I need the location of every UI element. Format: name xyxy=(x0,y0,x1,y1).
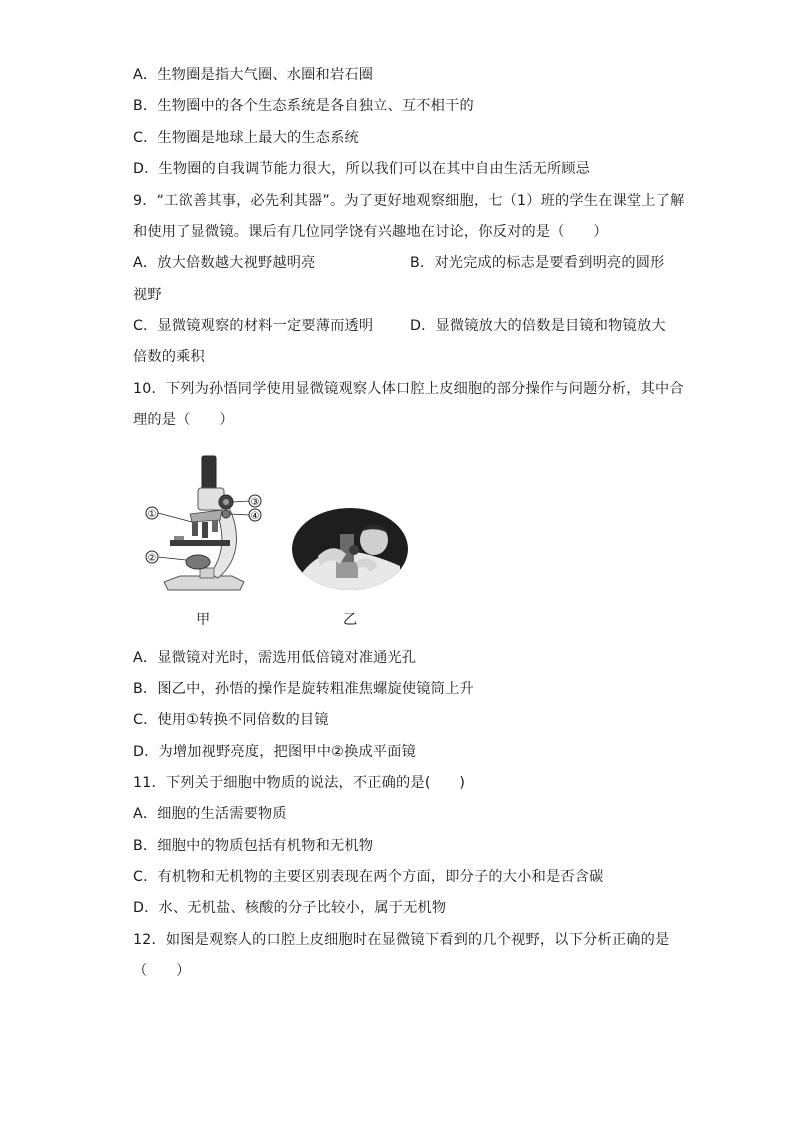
q10-option-c: C．使用①转换不同倍数的目镜 xyxy=(133,712,329,728)
q9-option-b-line1: B．对光完成的标志是要看到明亮的圆形 xyxy=(410,255,665,271)
label-1: ① xyxy=(147,509,157,520)
q8-option-b: B．生物圈中的各个生态系统是各自独立、互不相干的 xyxy=(133,98,474,114)
q11-option-c: C．有机物和无机物的主要区别表现在两个方面，即分子的大小和是否含碳 xyxy=(133,869,604,885)
q11-stem: 11．下列关于细胞中物质的说法，不正确的是( ) xyxy=(133,775,466,791)
figure-caption-right: 乙 xyxy=(343,612,358,628)
q9-stem-line2: 和使用了显微镜。课后有几位同学饶有兴趣地在讨论，你反对的是（ ） xyxy=(133,224,608,240)
figure-caption-left: 甲 xyxy=(196,612,211,628)
q9-option-d-line2: 倍数的乘积 xyxy=(133,349,205,365)
q8-option-c: C．生物圈是地球上最大的生态系统 xyxy=(133,130,359,146)
student-photo xyxy=(290,506,410,592)
q10-stem-line1: 10．下列为孙悟同学使用显微镜观察人体口腔上皮细胞的部分操作与问题分析，其中合 xyxy=(133,381,684,397)
q9-option-c: C．显微镜观察的材料一定要薄而透明 xyxy=(133,318,374,334)
microscope-figure xyxy=(140,450,270,600)
q11-option-a: A．细胞的生活需要物质 xyxy=(133,806,287,822)
label-4: ④ xyxy=(250,511,260,522)
label-3: ③ xyxy=(250,497,260,508)
q10-option-a: A．显微镜对光时，需选用低倍镜对准通光孔 xyxy=(133,650,417,666)
q10-option-d: D．为增加视野亮度，把图甲中②换成平面镜 xyxy=(133,744,417,760)
q11-option-b: B．细胞中的物质包括有机物和无机物 xyxy=(133,838,374,854)
q8-option-d: D．生物圈的自我调节能力很大，所以我们可以在其中自由生活无所顾忌 xyxy=(133,161,591,177)
q10-option-b: B．图乙中，孙悟的操作是旋转粗准焦螺旋使镜筒上升 xyxy=(133,681,474,697)
q12-stem-line1: 12．如图是观察人的口腔上皮细胞时在显微镜下看到的几个视野，以下分析正确的是 xyxy=(133,932,670,948)
q9-stem-line1: 9．“工欲善其事，必先利其器”。为了更好地观察细胞，七（1）班的学生在课堂上了解 xyxy=(133,193,685,209)
q12-stem-line2: （ ） xyxy=(133,963,191,979)
q9-option-b-line2: 视野 xyxy=(133,287,162,303)
q10-stem-line2: 理的是（ ） xyxy=(133,412,234,428)
q9-option-a: A．放大倍数越大视野越明亮 xyxy=(133,255,316,271)
q11-option-d: D．水、无机盐、核酸的分子比较小，属于无机物 xyxy=(133,900,447,916)
q8-option-a: A．生物圈是指大气圈、水圈和岩石圈 xyxy=(133,67,374,83)
q9-option-d-line1: D．显微镜放大的倍数是目镜和物镜放大 xyxy=(410,318,666,334)
label-2: ② xyxy=(147,553,157,564)
